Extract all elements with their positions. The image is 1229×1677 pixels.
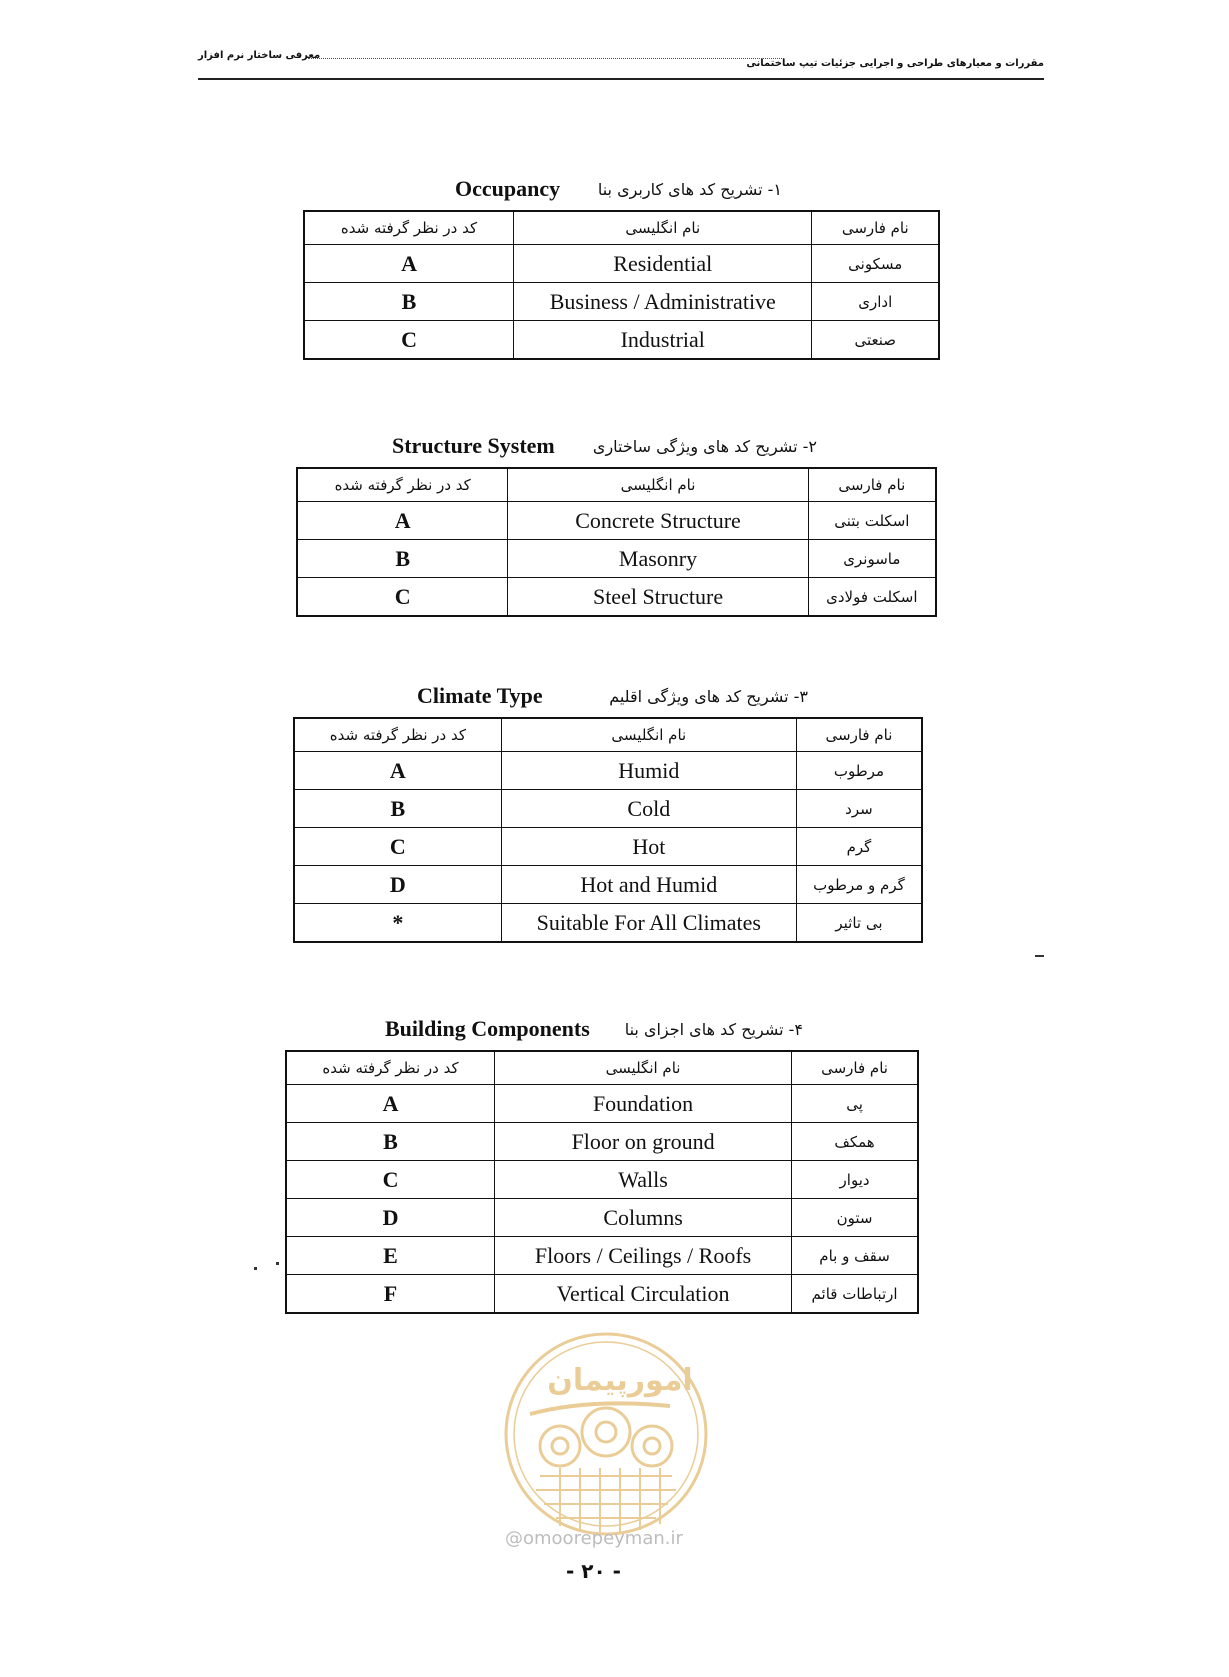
structure-system-persian-title: ۲- تشریح کد های ویژگی ساختاری — [592, 437, 817, 456]
persian-name-cell: گرم و مرطوب — [796, 866, 922, 904]
persian-name-cell: سرد — [796, 790, 922, 828]
persian-name-column-header: نام فارسی — [812, 211, 939, 245]
code-cell: C — [286, 1161, 495, 1199]
table-row — [304, 283, 939, 321]
code-cell: C — [304, 321, 514, 360]
code-cell: F — [286, 1275, 495, 1314]
climate-type-table — [293, 717, 923, 943]
occupancy-section — [303, 176, 940, 372]
english-name-cell: Vertical Circulation — [495, 1275, 792, 1314]
persian-name-cell: سقف و بام — [792, 1237, 918, 1275]
code-cell: C — [297, 578, 508, 617]
table-row — [286, 1161, 918, 1199]
header-chapter-title: معرفی ساختار نرم افزار — [198, 50, 321, 61]
structure-system-section — [296, 433, 937, 629]
persian-name-cell: ارتباطات قائم — [792, 1275, 918, 1314]
code-cell: A — [304, 245, 514, 283]
header-book-title: مقررات و معیارهای طراحی و اجرایی جزئیات تیپ ساختمانی — [746, 58, 1044, 69]
watermark-logo-text: امورپیمان — [547, 1363, 693, 1398]
page-number: - ۲۰ - — [566, 1559, 621, 1583]
code-cell: C — [294, 828, 501, 866]
table-header-row — [304, 211, 939, 245]
code-cell: A — [294, 752, 501, 790]
climate-type-section — [293, 683, 923, 961]
english-name-cell: Floor on ground — [495, 1123, 792, 1161]
english-name-cell: Masonry — [508, 540, 808, 578]
header-dotted-leader — [308, 58, 784, 59]
table-row — [297, 578, 936, 617]
english-name-cell: Humid — [501, 752, 796, 790]
persian-name-cell: بی تاثیر — [796, 904, 922, 943]
climate-type-persian-title: ۳- تشریح کد های ویژگی اقلیم — [609, 687, 808, 706]
code-cell: A — [297, 502, 508, 540]
english-name-cell: Cold — [501, 790, 796, 828]
table-row — [286, 1237, 918, 1275]
english-name-cell: Residential — [514, 245, 812, 283]
persian-name-cell: پی — [792, 1085, 918, 1123]
occupancy-table — [303, 210, 940, 360]
building-components-english-title: Building Components — [385, 1016, 590, 1041]
code-cell: * — [294, 904, 501, 943]
table-row — [294, 866, 922, 904]
climate-type-english-title: Climate Type — [417, 683, 543, 708]
building-components-persian-title: ۴- تشریح کد های اجزای بنا — [624, 1020, 803, 1039]
table-row — [286, 1085, 918, 1123]
building-components-section — [285, 1016, 919, 1332]
climate-type-caption — [293, 683, 923, 713]
english-name-cell: Columns — [495, 1199, 792, 1237]
persian-name-cell: ستون — [792, 1199, 918, 1237]
persian-name-cell: اسکلت فولادی — [808, 578, 936, 617]
table-header-row — [294, 718, 922, 752]
english-name-cell: Suitable For All Climates — [501, 904, 796, 943]
english-name-cell: Hot — [501, 828, 796, 866]
table-row — [304, 321, 939, 360]
table-header-row — [286, 1051, 918, 1085]
scan-speck — [1035, 955, 1044, 957]
code-cell: E — [286, 1237, 495, 1275]
persian-name-cell: اداری — [812, 283, 939, 321]
building-components-table — [285, 1050, 919, 1314]
english-name-cell: Hot and Humid — [501, 866, 796, 904]
english-name-cell: Foundation — [495, 1085, 792, 1123]
structure-system-english-title: Structure System — [392, 433, 555, 458]
table-row — [286, 1275, 918, 1314]
english-name-cell: Steel Structure — [508, 578, 808, 617]
building-components-caption — [285, 1016, 919, 1046]
persian-name-column-header: نام فارسی — [808, 468, 936, 502]
persian-name-cell: دیوار — [792, 1161, 918, 1199]
english-name-cell: Concrete Structure — [508, 502, 808, 540]
persian-name-column-header: نام فارسی — [792, 1051, 918, 1085]
persian-name-cell: مرطوب — [796, 752, 922, 790]
table-row — [286, 1123, 918, 1161]
code-cell: B — [297, 540, 508, 578]
english-name-column-header: نام انگلیسی — [514, 211, 812, 245]
code-column-header: کد در نظر گرفته شده — [304, 211, 514, 245]
code-cell: B — [294, 790, 501, 828]
persian-name-column-header: نام فارسی — [796, 718, 922, 752]
english-name-cell: Floors / Ceilings / Roofs — [495, 1237, 792, 1275]
structure-system-caption — [296, 433, 937, 463]
table-row — [294, 790, 922, 828]
code-cell: A — [286, 1085, 495, 1123]
english-name-column-header: نام انگلیسی — [508, 468, 808, 502]
table-header-row — [297, 468, 936, 502]
code-column-header: کد در نظر گرفته شده — [294, 718, 501, 752]
table-row — [294, 904, 922, 943]
table-row — [304, 245, 939, 283]
code-cell: B — [304, 283, 514, 321]
english-name-cell: Industrial — [514, 321, 812, 360]
table-row — [297, 540, 936, 578]
watermark-logo — [500, 1328, 712, 1540]
table-row — [294, 752, 922, 790]
table-row — [294, 828, 922, 866]
persian-name-cell: همکف — [792, 1123, 918, 1161]
occupancy-english-title: Occupancy — [455, 176, 561, 201]
scan-speck — [276, 1262, 279, 1265]
code-column-header: کد در نظر گرفته شده — [286, 1051, 495, 1085]
code-column-header: کد در نظر گرفته شده — [297, 468, 508, 502]
page-header — [198, 44, 1044, 80]
persian-name-cell: گرم — [796, 828, 922, 866]
occupancy-caption — [303, 176, 940, 206]
persian-name-cell: ماسونری — [808, 540, 936, 578]
persian-name-cell: مسکونی — [812, 245, 939, 283]
table-row — [297, 502, 936, 540]
english-name-column-header: نام انگلیسی — [501, 718, 796, 752]
english-name-cell: Business / Administrative — [514, 283, 812, 321]
persian-name-cell: اسکلت بتنی — [808, 502, 936, 540]
persian-name-cell: صنعتی — [812, 321, 939, 360]
scan-speck — [254, 1267, 257, 1270]
table-row — [286, 1199, 918, 1237]
code-cell: D — [294, 866, 501, 904]
code-cell: D — [286, 1199, 495, 1237]
english-name-cell: Walls — [495, 1161, 792, 1199]
code-cell: B — [286, 1123, 495, 1161]
watermark-site-url: @omoorepeyman.ir — [505, 1528, 683, 1549]
structure-system-table — [296, 467, 937, 617]
gear-icon — [540, 1408, 672, 1466]
occupancy-persian-title: ۱- تشریح کد های کاربری بنا — [597, 180, 782, 199]
english-name-column-header: نام انگلیسی — [495, 1051, 792, 1085]
